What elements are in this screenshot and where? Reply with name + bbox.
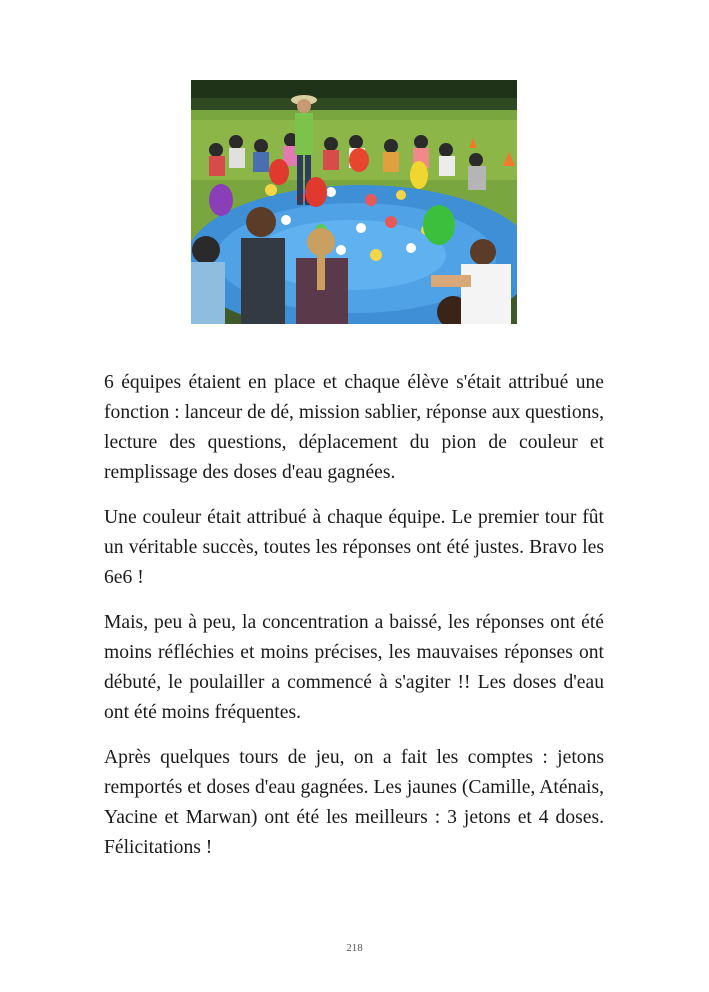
- paragraph-results: Après quelques tours de jeu, on a fait les comptes : jetons remportés et doses d'eau gagnées. Les jaunes (Camille, Aténais, Yacine et Marwan) ont été les meilleurs : 3 jetons et 4 doses. Félicitations !: [104, 747, 604, 858]
- article-body: [104, 368, 604, 878]
- paragraph-colors: Une couleur était attribué à chaque équipe. Le premier tour fût un véritable succès, toutes les réponses ont été justes. Bravo les 6e6 !: [104, 507, 604, 588]
- page-number: 218: [346, 942, 363, 954]
- paragraph-teams: 6 équipes étaient en place et chaque élève s'était attribué une fonction : lanceur de dé, mission sablier, réponse aux questions, lecture des questions, déplacement du pion de couleur et remplissage des doses d'eau gagnées.: [104, 372, 604, 483]
- paragraph-concentration: Mais, peu à peu, la concentration a baissé, les réponses ont été moins réfléchies et moins précises, les mauvaises réponses ont débuté, le poulailler a commencé à s'agiter !! Les doses d'eau ont été moins fréquentes.: [104, 612, 604, 723]
- photo-students-game-mat: [191, 80, 517, 324]
